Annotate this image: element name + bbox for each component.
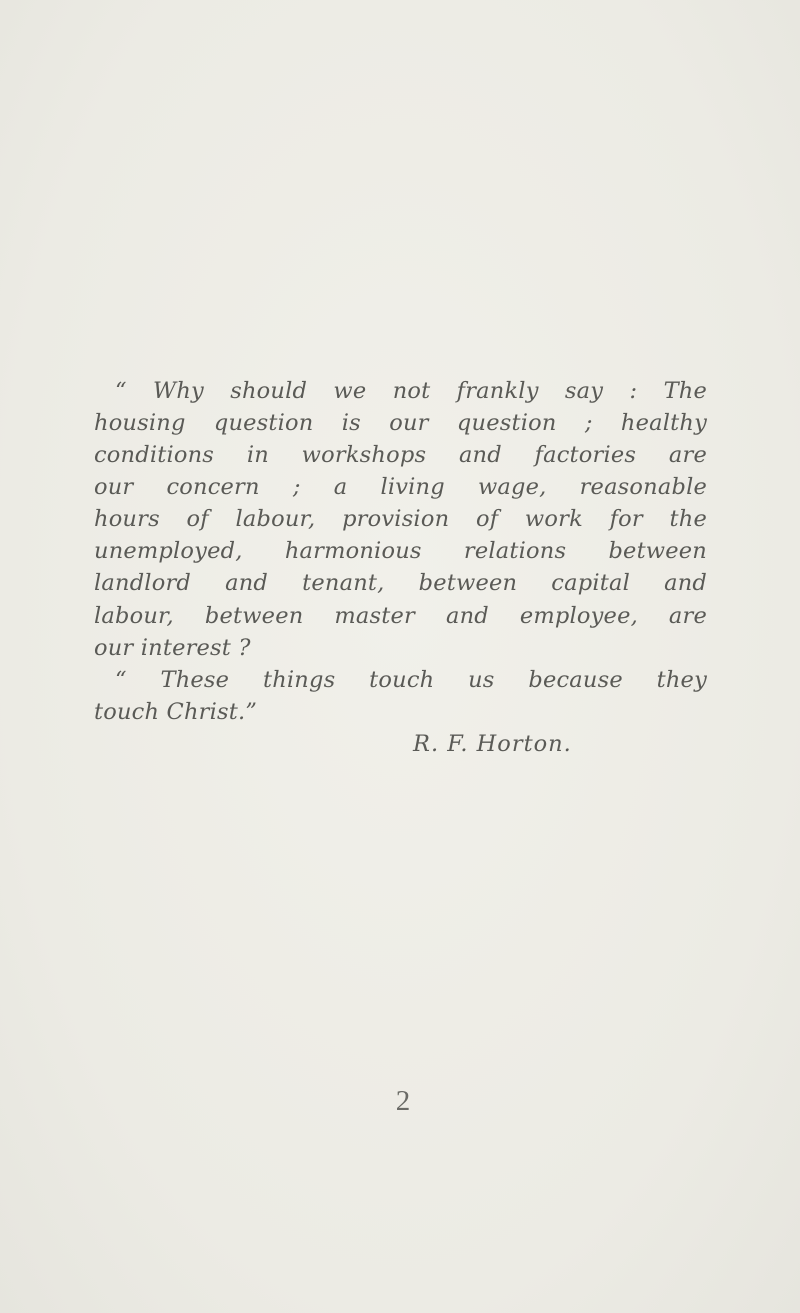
signature: R. F. Horton.: [413, 731, 572, 757]
quote-line: hours of labour, provision of work for the: [94, 506, 707, 532]
page-number: 2: [395, 1085, 411, 1117]
quote-line: our concern ; a living wage, reasonable: [94, 474, 707, 500]
quote-line: housing question is our question ; healthy: [94, 410, 707, 436]
quote-line: conditions in workshops and factories are: [94, 442, 707, 468]
quote-line: labour, between master and employee, are: [94, 603, 707, 629]
quote-line: our interest ?: [94, 635, 251, 661]
quote-line: “ These things touch us because they: [115, 667, 707, 693]
quote-line: touch Christ.”: [94, 699, 258, 725]
quote-line: landlord and tenant, between capital and: [94, 570, 707, 596]
quote-line: “ Why should we not frankly say : The: [115, 378, 707, 404]
quote-line: unemployed, harmonious relations between: [94, 538, 707, 564]
